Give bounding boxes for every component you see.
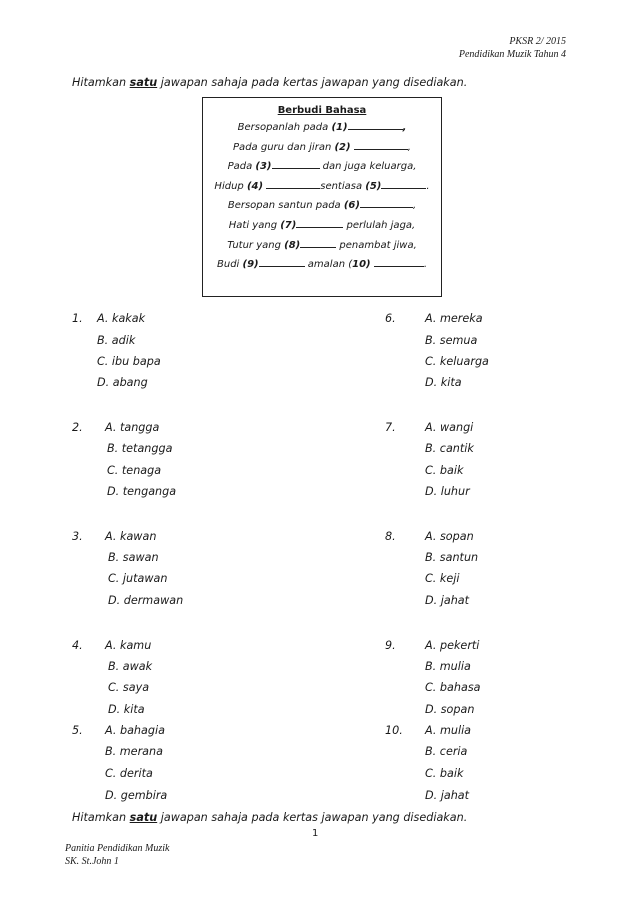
answer-option[interactable]: B. cantik xyxy=(425,442,474,455)
answer-option[interactable]: D. dermawan xyxy=(108,594,184,607)
answer-option[interactable]: B. adik xyxy=(97,334,136,347)
question-number: 6. xyxy=(385,312,396,325)
question-number: 1. xyxy=(72,312,83,325)
answer-option[interactable]: A. wangi xyxy=(425,421,474,434)
answer-option[interactable]: B. sawan xyxy=(108,551,159,564)
answer-option[interactable]: C. jutawan xyxy=(108,572,168,585)
poem-box xyxy=(202,97,442,297)
poem-line: Bersopan santun pada (6) , xyxy=(227,200,417,212)
answer-option[interactable]: A. pekerti xyxy=(425,639,480,652)
answer-option[interactable]: C. ibu bapa xyxy=(97,355,161,368)
subject-line: Pendidikan Muzik Tahun 4 xyxy=(458,49,566,60)
question-number: 4. xyxy=(72,639,83,652)
answer-option[interactable]: A. mulia xyxy=(425,724,472,737)
answer-option[interactable]: A. mereka xyxy=(425,312,483,325)
answer-option[interactable]: D. sopan xyxy=(425,703,475,716)
answer-option[interactable]: B. awak xyxy=(108,660,153,673)
answer-option[interactable]: C. derita xyxy=(105,767,153,780)
question-number: 5. xyxy=(72,724,83,737)
question-number: 7. xyxy=(385,421,396,434)
answer-option[interactable]: A. tangga xyxy=(105,421,160,434)
answer-option[interactable]: B. ceria xyxy=(425,745,468,758)
answer-option[interactable]: D. jahat xyxy=(425,594,470,607)
answer-option[interactable]: C. baik xyxy=(425,464,464,477)
answer-option[interactable]: D. abang xyxy=(97,376,148,389)
question-number: 9. xyxy=(385,639,396,652)
answer-option[interactable]: C. keluarga xyxy=(425,355,489,368)
question-number: 8. xyxy=(385,530,396,543)
poem-line: Hidup (4) sentiasa (5) . xyxy=(214,180,430,192)
question-number: 2. xyxy=(72,421,83,434)
question-number: 10. xyxy=(385,724,403,737)
answer-option[interactable]: C. tenaga xyxy=(107,464,162,477)
answer-option[interactable]: A. kakak xyxy=(97,312,146,325)
answer-option[interactable]: D. gembira xyxy=(105,789,168,802)
instruction-top: Hitamkan satu jawapan sahaja pada kertas jawapan yang disediakan. xyxy=(72,76,468,89)
answer-option[interactable]: B. semua xyxy=(425,334,478,347)
footer-committee: Panitia Pendidikan Muzik xyxy=(65,843,170,854)
exam-code: PKSR 2/ 2015 xyxy=(509,36,566,47)
poem-line: Bersopanlah pada (1) , xyxy=(237,122,407,133)
answer-option[interactable]: C. baik xyxy=(425,767,464,780)
answer-option[interactable]: D. luhur xyxy=(425,485,470,498)
answer-option[interactable]: C. saya xyxy=(108,681,150,694)
instruction-bottom: Hitamkan satu jawapan sahaja pada kertas jawapan yang disediakan. xyxy=(72,811,468,824)
footer xyxy=(65,842,169,868)
footer-school: SK. St.John 1 xyxy=(65,856,119,867)
answer-option[interactable]: C. keji xyxy=(425,572,460,585)
poem-line: Budi (9) amalan (10) . xyxy=(217,259,427,271)
poem-line: Pada guru dan jiran (2) , xyxy=(233,141,411,153)
answer-option[interactable]: B. merana xyxy=(105,745,163,758)
answer-option[interactable]: B. mulia xyxy=(425,660,471,673)
poem-line: Hati yang (7) perlulah jaga, xyxy=(228,219,416,231)
answer-option[interactable]: A. kawan xyxy=(105,530,157,543)
answer-option[interactable]: D. kita xyxy=(108,703,145,716)
poem-title: Berbudi Bahasa xyxy=(277,105,367,116)
answer-option[interactable]: C. bahasa xyxy=(425,681,481,694)
question-number: 3. xyxy=(72,530,83,543)
answer-option[interactable]: D. jahat xyxy=(425,789,470,802)
page-number: 1 xyxy=(312,828,319,839)
answer-option[interactable]: A. sopan xyxy=(425,530,474,543)
answer-option[interactable]: B. tetangga xyxy=(107,442,173,455)
poem-line: Pada (3) dan juga keluarga, xyxy=(227,161,417,173)
answer-option[interactable]: D. tenganga xyxy=(107,485,177,498)
answer-option[interactable]: B. santun xyxy=(425,551,479,564)
answer-option[interactable]: A. kamu xyxy=(105,639,152,652)
answer-option[interactable]: A. bahagia xyxy=(105,724,165,737)
poem-line: Tutur yang (8) penambat jiwa, xyxy=(227,239,417,251)
answer-option[interactable]: D. kita xyxy=(425,376,462,389)
